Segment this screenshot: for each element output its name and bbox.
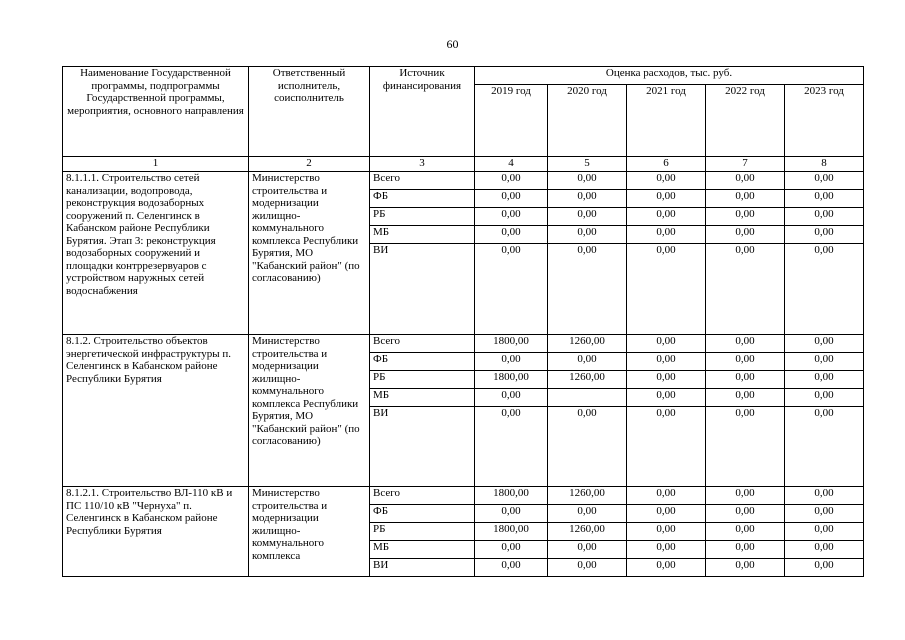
expense-value: 0,00	[627, 505, 706, 523]
column-number: 5	[548, 157, 627, 172]
responsible-executor: Министерство строительства и модернизации жилищно-коммунального комплекса Республики Бурятия, МО "Кабанский район" (по согласованию)	[249, 335, 370, 487]
expense-value: 0,00	[706, 371, 785, 389]
expense-value: 0,00	[627, 172, 706, 190]
funding-source: ФБ	[370, 353, 475, 371]
expense-value: 0,00	[785, 335, 864, 353]
header-year: 2022 год	[706, 85, 785, 157]
expense-value: 0,00	[785, 244, 864, 335]
expense-value: 0,00	[548, 172, 627, 190]
expense-value: 0,00	[475, 407, 548, 487]
expense-value: 0,00	[627, 541, 706, 559]
table-body	[63, 67, 864, 577]
expense-value	[548, 389, 627, 407]
responsible-executor: Министерство строительства и модернизации жилищно-коммунального комплекса Республики Бурятия, МО "Кабанский район" (по согласованию)	[249, 172, 370, 335]
expense-value: 0,00	[475, 353, 548, 371]
expense-value: 1800,00	[475, 487, 548, 505]
expense-value: 0,00	[627, 371, 706, 389]
expense-value: 0,00	[785, 541, 864, 559]
header-name: Наименование Государственной программы, подпрограммы Государственной программы, мероприятия, основного направления	[63, 67, 249, 157]
expense-value: 0,00	[706, 407, 785, 487]
expense-value: 0,00	[475, 244, 548, 335]
expense-value: 0,00	[785, 523, 864, 541]
expense-value: 0,00	[475, 541, 548, 559]
expense-value: 0,00	[627, 559, 706, 577]
expense-value: 0,00	[627, 190, 706, 208]
expense-value: 0,00	[548, 541, 627, 559]
funding-source: РБ	[370, 208, 475, 226]
expense-value: 0,00	[785, 190, 864, 208]
expense-value: 0,00	[706, 353, 785, 371]
expense-value: 0,00	[706, 244, 785, 335]
funding-source: ФБ	[370, 505, 475, 523]
column-number: 1	[63, 157, 249, 172]
expense-value: 0,00	[475, 208, 548, 226]
expense-value: 0,00	[706, 389, 785, 407]
expense-value: 0,00	[627, 407, 706, 487]
expense-value: 0,00	[706, 190, 785, 208]
funding-source: ВИ	[370, 244, 475, 335]
column-number: 2	[249, 157, 370, 172]
expense-value: 0,00	[785, 371, 864, 389]
table-row	[63, 487, 864, 505]
header-year: 2019 год	[475, 85, 548, 157]
funding-source: Всего	[370, 487, 475, 505]
expense-value: 0,00	[627, 353, 706, 371]
expense-value: 0,00	[475, 505, 548, 523]
expense-value: 0,00	[475, 389, 548, 407]
expense-value: 0,00	[706, 487, 785, 505]
responsible-executor: Министерство строительства и модернизации жилищно-коммунального комплекса	[249, 487, 370, 577]
expense-value: 0,00	[627, 244, 706, 335]
expense-value: 1260,00	[548, 523, 627, 541]
expense-value: 1800,00	[475, 371, 548, 389]
expense-value: 0,00	[627, 208, 706, 226]
expense-value: 0,00	[548, 353, 627, 371]
column-number: 8	[785, 157, 864, 172]
funding-source: РБ	[370, 371, 475, 389]
expense-value: 0,00	[627, 226, 706, 244]
funding-source: Всего	[370, 172, 475, 190]
expense-value: 0,00	[627, 523, 706, 541]
header-year: 2020 год	[548, 85, 627, 157]
header-source: Источник финансирования	[370, 67, 475, 157]
item-name: 8.1.2.1. Строительство ВЛ-110 кВ и ПС 110/10 кВ "Чернуха" п. Селенгинск в Кабанском районе Республики Бурятия	[63, 487, 249, 577]
expense-value: 0,00	[548, 505, 627, 523]
header-year: 2023 год	[785, 85, 864, 157]
budget-table	[62, 66, 864, 577]
expense-value: 0,00	[548, 208, 627, 226]
funding-source: МБ	[370, 541, 475, 559]
expense-value: 0,00	[706, 208, 785, 226]
column-number: 4	[475, 157, 548, 172]
page-number: 60	[446, 37, 459, 51]
table-row	[63, 335, 864, 353]
funding-source: Всего	[370, 335, 475, 353]
expense-value: 0,00	[785, 407, 864, 487]
expense-value: 0,00	[785, 226, 864, 244]
expense-value: 0,00	[627, 487, 706, 505]
expense-value: 0,00	[706, 172, 785, 190]
funding-source: МБ	[370, 226, 475, 244]
expense-value: 0,00	[548, 190, 627, 208]
expense-value: 0,00	[475, 172, 548, 190]
column-number: 6	[627, 157, 706, 172]
expense-value: 0,00	[785, 505, 864, 523]
expense-value: 1260,00	[548, 335, 627, 353]
expense-value: 0,00	[475, 559, 548, 577]
table-row	[63, 172, 864, 190]
expense-value: 1260,00	[548, 371, 627, 389]
expense-value: 0,00	[548, 407, 627, 487]
expense-value: 0,00	[548, 226, 627, 244]
funding-source: РБ	[370, 523, 475, 541]
expense-value: 1800,00	[475, 335, 548, 353]
expense-value: 0,00	[706, 505, 785, 523]
expense-value: 0,00	[706, 335, 785, 353]
expense-value: 1800,00	[475, 523, 548, 541]
header-responsible: Ответственный исполнитель, соисполнитель	[249, 67, 370, 157]
funding-source: ВИ	[370, 407, 475, 487]
column-number: 3	[370, 157, 475, 172]
expense-value: 0,00	[548, 559, 627, 577]
funding-source: МБ	[370, 389, 475, 407]
column-numbers-row	[63, 157, 864, 172]
expense-value: 0,00	[475, 226, 548, 244]
expense-value: 0,00	[785, 487, 864, 505]
expense-value: 0,00	[627, 389, 706, 407]
expense-value: 0,00	[706, 559, 785, 577]
expense-value: 0,00	[706, 226, 785, 244]
expense-value: 0,00	[475, 190, 548, 208]
expense-value: 0,00	[706, 523, 785, 541]
expense-value: 0,00	[785, 559, 864, 577]
expense-value: 0,00	[706, 541, 785, 559]
expense-value: 0,00	[785, 353, 864, 371]
expense-value: 1260,00	[548, 487, 627, 505]
column-number: 7	[706, 157, 785, 172]
item-name: 8.1.1.1. Строительство сетей канализации, водопровода, реконструкция водозаборных сооружений п. Селенгинск в Кабанском районе Республики Бурятия. Этап 3: реконструкция водозаборных сооружений и площадки контррезервуаров с устройством наружных сетей водоснабжения	[63, 172, 249, 335]
expense-value: 0,00	[785, 389, 864, 407]
item-name: 8.1.2. Строительство объектов энергетической инфраструктуры п. Селенгинск в Кабанском районе Республики Бурятия	[63, 335, 249, 487]
expense-value: 0,00	[627, 335, 706, 353]
header-year: 2021 год	[627, 85, 706, 157]
expense-value: 0,00	[548, 244, 627, 335]
funding-source: ФБ	[370, 190, 475, 208]
funding-source: ВИ	[370, 559, 475, 577]
header-estimate: Оценка расходов, тыс. руб.	[475, 67, 864, 85]
expense-value: 0,00	[785, 208, 864, 226]
header-row	[63, 67, 864, 85]
expense-value: 0,00	[785, 172, 864, 190]
